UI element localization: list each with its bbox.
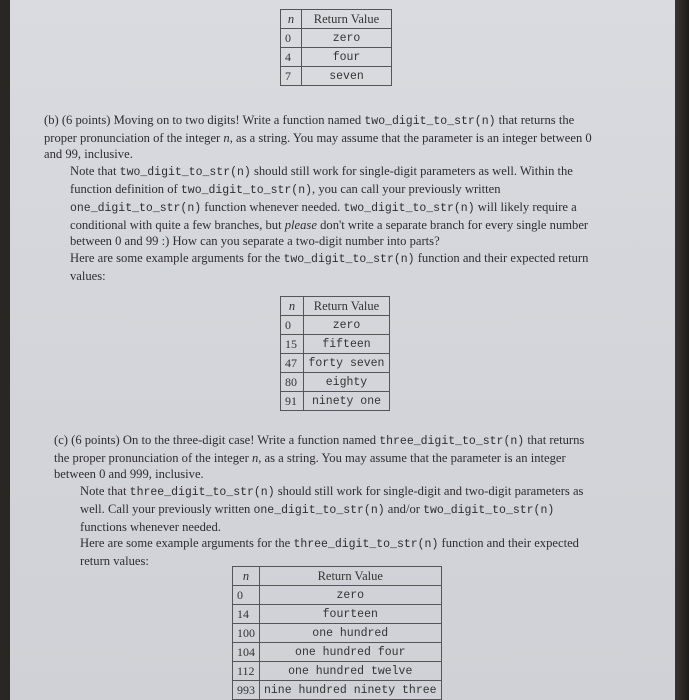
table-row: 993 nine hundred ninety three [233,681,442,700]
header-return-value: Return Value [302,10,392,29]
cell-n: 7 [281,67,302,86]
cell-n: 0 [281,29,302,48]
table-row: 0 zero [281,316,390,335]
table-row [281,67,392,86]
part-b-text [44,112,604,284]
header-n: n [281,297,304,316]
table-row [281,29,392,48]
table-header-row [233,567,442,586]
worksheet-page [10,0,676,700]
part-b-note: Note that two_digit_to_str(n) should still work for single-digit parameters as well. Within the function definition of two_digit_to_str(n), you can call your previously written one_digit_to_str(n) function whenever needed. two_digit_to_str(n) will likely require a conditional with quite a few branches, but please don't write a separate branch for every single number between 0 and 99 :) How can you separate a two-digit number into parts? [70,163,589,249]
table-header-row [281,297,390,316]
cell-value: zero [302,29,392,48]
cell-value: four [302,48,392,67]
header-n: n [233,567,260,586]
table-row: 14 fourteen [233,605,442,624]
part-c-label: (c) (6 points) [54,433,120,447]
part-c-examples-intro: Here are some example arguments for the three_digit_to_str(n) function and their expected return values: [80,536,579,569]
header-return-value: Return Value [260,567,442,586]
part-b-examples-intro: Here are some example arguments for the two_digit_to_str(n) function and their expected return values: [70,250,589,283]
table-row: 15 fifteen [281,335,390,354]
cell-value: seven [302,67,392,86]
part-c-statement: (c) (6 points) On to the three-digit case! Write a function named three_digit_to_str(n) that returns the proper pronunciation of the integer n, as a string. You may assume that the parameter is an integer between 0 and 999, inclusive. [54,433,585,482]
part-c-text [54,432,602,570]
part-c-note: Note that three_digit_to_str(n) should still work for single-digit and two-digit parameters as well. Call your previously written one_digit_to_str(n) and/or two_digit_to_str(n) functions whenever needed. [80,483,584,535]
header-return-value: Return Value [304,297,390,316]
table-row [281,48,392,67]
table-row: 104 one hundred four [233,643,442,662]
return-value-table-two-digit [280,296,390,411]
table-row: 47 forty seven [281,354,390,373]
return-value-table-three-digit [232,566,442,700]
header-n: n [281,10,302,29]
function-name: two_digit_to_str(n) [364,115,496,128]
table-row: 91 ninety one [281,392,390,411]
function-name: three_digit_to_str(n) [379,435,525,448]
table-row: 0 zero [233,586,442,605]
part-b-label: (b) (6 points) [44,113,111,127]
part-b-statement: (b) (6 points) Moving on to two digits! Write a function named two_digit_to_str(n) that returns the proper pronunciation of the integer n, as a string. You may assume that the parameter is an integer between 0 and 99, inclusive. [44,113,592,162]
table-header-row [281,10,392,29]
table-row: 100 one hundred [233,624,442,643]
table-row: 80 eighty [281,373,390,392]
table-row: 112 one hundred twelve [233,662,442,681]
desk-edge [675,0,689,700]
return-value-table-one-digit [280,9,392,86]
cell-n: 4 [281,48,302,67]
